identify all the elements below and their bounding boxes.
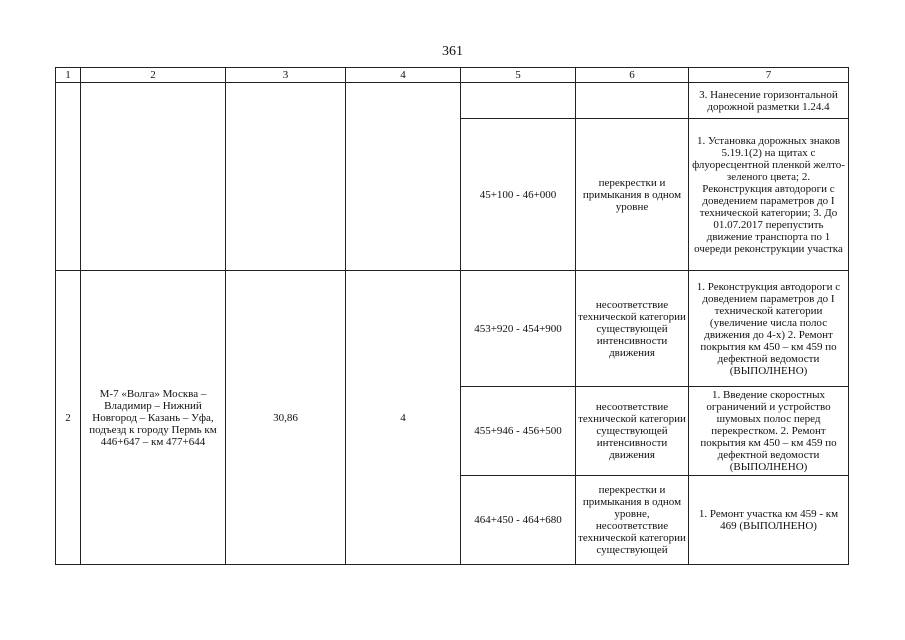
cell-length: 30,86 (226, 271, 346, 565)
header-col-4: 4 (346, 68, 461, 83)
header-col-2: 2 (81, 68, 226, 83)
table-row (56, 271, 849, 387)
cell-issue: несоответствие технической категории существующей интенсивности движения (576, 387, 689, 476)
header-row (56, 68, 849, 83)
cell-num: 2 (56, 271, 81, 565)
table-row (56, 83, 849, 119)
header-col-7: 7 (689, 68, 849, 83)
cell-km: 45+100 - 46+000 (461, 119, 576, 271)
cell-measures: 1. Введение скоростных ограничений и устройство шумовых полос перед перекрестком. 2. Ремонт покрытия км 450 – км 459 по дефектной ведомости (ВЫПОЛНЕНО) (689, 387, 849, 476)
cell-measures: 1. Реконструкция автодороги с доведением параметров до I технической категории (увеличение числа полос движения до 4-х) 2. Ремонт покрытия км 450 – км 459 по дефектной ведомости (ВЫПОЛНЕНО) (689, 271, 849, 387)
cell-num-prev (56, 83, 81, 271)
cell-road: М-7 «Волга» Москва – Владимир – Нижний Новгород – Казань – Уфа, подъезд к городу Пермь км 446+647 – км 477+644 (81, 271, 226, 565)
cell-km: 453+920 - 454+900 (461, 271, 576, 387)
header-col-6: 6 (576, 68, 689, 83)
cell-km: 455+946 - 456+500 (461, 387, 576, 476)
header-col-1: 1 (56, 68, 81, 83)
roads-table (55, 67, 849, 565)
cell-count: 4 (346, 271, 461, 565)
cell-length-prev (226, 83, 346, 271)
header-col-3: 3 (226, 68, 346, 83)
page-number: 361 (442, 44, 463, 59)
cell-issue: перекрестки и примыкания в одном уровне (576, 119, 689, 271)
cell-issue (576, 83, 689, 119)
cell-road-prev (81, 83, 226, 271)
cell-measures: 1. Установка дорожных знаков 5.19.1(2) на щитах с флуоресцентной пленкой желто-зеленого цвета; 2. Реконструкция автодороги с доведением параметров до I технической категории; 3. До 01.07.2017 перепустить движение транспорта по 1 очереди реконструкции участка (689, 119, 849, 271)
cell-issue: перекрестки и примыкания в одном уровне, несоответствие технической категории существующей (576, 476, 689, 565)
cell-issue: несоответствие технической категории существующей интенсивности движения (576, 271, 689, 387)
cell-measures: 1. Ремонт участка км 459 - км 469 (ВЫПОЛНЕНО) (689, 476, 849, 565)
cell-km: 464+450 - 464+680 (461, 476, 576, 565)
header-col-5: 5 (461, 68, 576, 83)
cell-count-prev (346, 83, 461, 271)
cell-km (461, 83, 576, 119)
cell-measures: 3. Нанесение горизонтальной дорожной разметки 1.24.4 (689, 83, 849, 119)
